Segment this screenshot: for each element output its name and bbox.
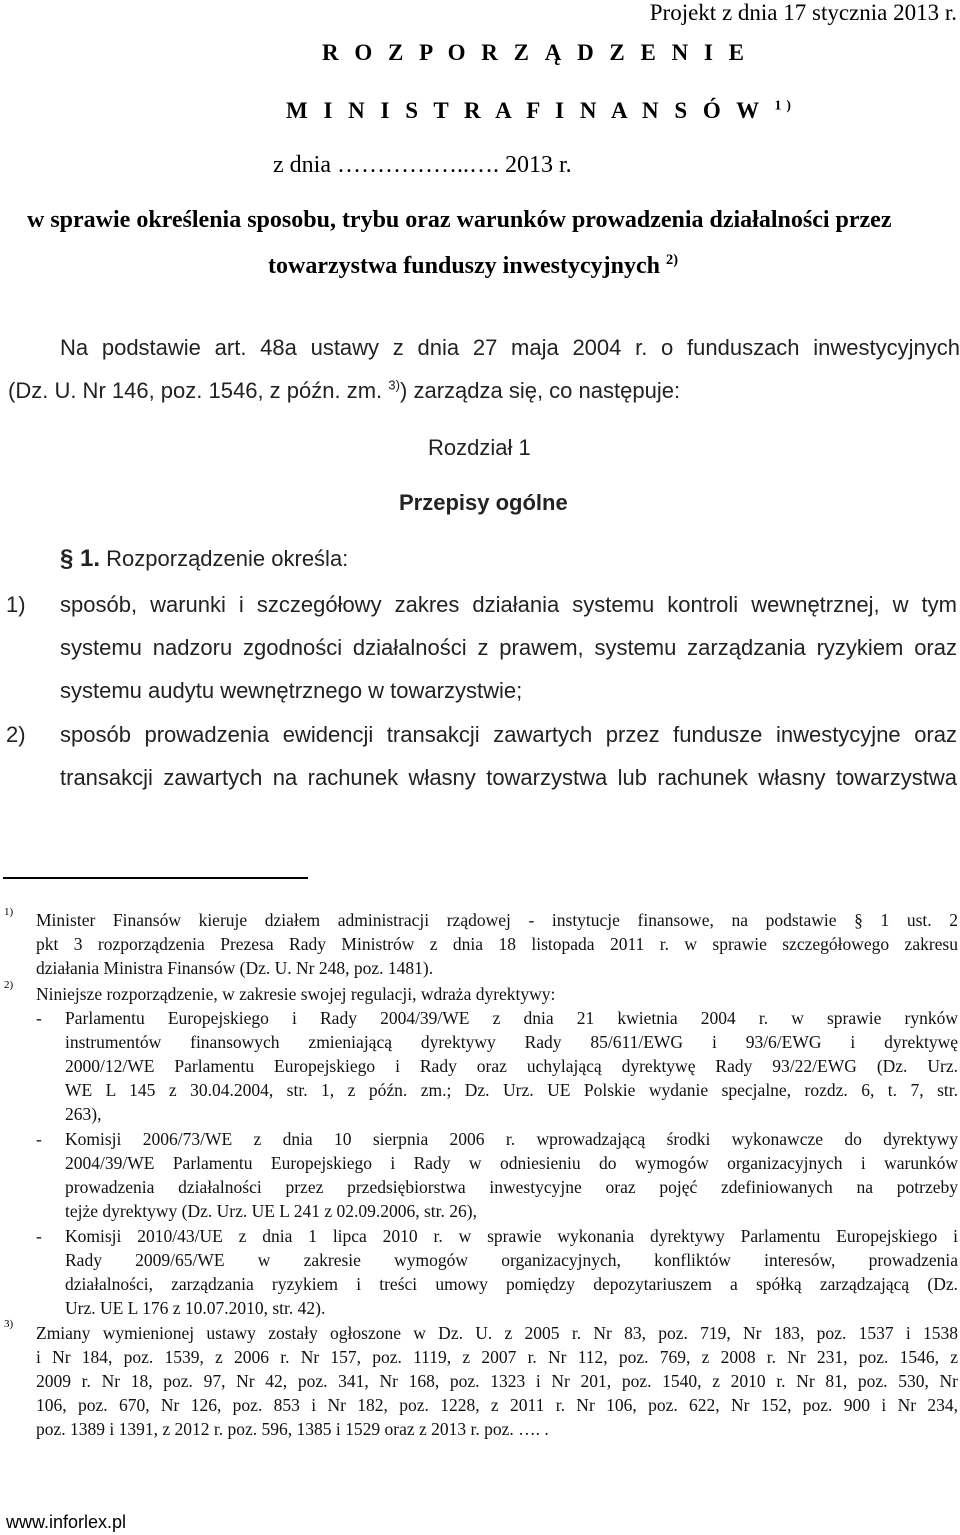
preamble-line-1: Na podstawie art. 48a ustawy z dnia 27 maja 2004 r. o funduszach inwestycyjnych [60, 335, 960, 360]
footnote-2-intro: Niniejsze rozporządzenie, w zakresie swojej regulacji, wdraża dyrektywy: [36, 984, 556, 1004]
paragraph-1 [60, 545, 348, 573]
list-item-1-number: 1) [6, 592, 26, 617]
list-item-2-number: 2) [6, 722, 26, 747]
list-item-1-line-3: systemu audytu wewnętrznego w towarzystwie; [60, 678, 523, 703]
footnote-2-number: 2) [4, 979, 14, 991]
footnote-2-item-1-line-4: WE L 145 z 30.04.2004, str. 1, z późn. zm.; Dz. Urz. UE Polskie wydanie specjalne, rozdz. 6, t. 7, str. [65, 1080, 958, 1100]
list-item-2-line-1: sposób prowadzenia ewidencji transakcji zawartych przez fundusze inwestycyjne oraz [60, 722, 957, 747]
footnote-separator [3, 877, 308, 879]
footnote-2-item-1-dash: - [36, 1008, 42, 1028]
preamble-line-2 [8, 378, 680, 404]
footnote-2-item-2-line-3: prowadzenia działalności przez przedsiębiorstwa inwestycyjne oraz pojęć zdefiniowanych na potrzeby [65, 1177, 958, 1197]
list-item-1-line-1: sposób, warunki i szczegółowy zakres działania systemu kontroli wewnętrznej, w tym [60, 592, 957, 617]
footnote-3-line-3: 2009 r. Nr 18, poz. 97, Nr 42, poz. 341, Nr 168, poz. 1323 i Nr 201, poz. 1540, z 2010 r. Nr 81, poz. 530, Nr [36, 1371, 958, 1391]
issuer-title [286, 98, 796, 124]
footnote-1-line-1: Minister Finansów kieruje działem administracji rządowej - instytucje finansowe, na podstawie § 1 ust. 2 [36, 910, 958, 930]
footnote-3-line-5: poz. 1389 i 1391, z 2012 r. poz. 596, 1385 i 1529 oraz z 2013 r. poz. …. . [36, 1419, 549, 1439]
footnote-2-item-3-line-2: Rady 2009/65/WE w zakresie wymogów organizacyjnych, konfliktów interesów, prowadzenia [65, 1250, 958, 1270]
list-item-1-line-2: systemu nadzoru zgodności działalności z prawem, systemu zarządzania ryzykiem oraz [60, 635, 957, 660]
footnote-2-item-2-line-4: tejże dyrektywy (Dz. Urz. UE L 241 z 02.09.2006, str. 26), [65, 1201, 477, 1221]
footnote-2-item-1-line-5: 263), [65, 1104, 102, 1124]
footnote-3-line-2: i Nr 184, poz. 1539, z 2006 r. Nr 157, poz. 1119, z 2007 r. Nr 112, poz. 769, z 2008 r. Nr 231, poz. 1546, z [36, 1347, 958, 1367]
footnote-ref-1[interactable]: 1) [774, 97, 796, 113]
paragraph-1-text: Rozporządzenie określa: [106, 546, 349, 571]
footnote-ref-2[interactable]: 2) [666, 252, 678, 268]
source-url[interactable]: www.inforlex.pl [6, 1512, 127, 1532]
footnote-2-item-2-line-1: Komisji 2006/73/WE z dnia 10 sierpnia 2006 r. wprowadzającą środki wykonawcze do dyrektywy [65, 1129, 958, 1149]
subject-line-2-text: towarzystwa funduszy inwestycyjnych [268, 253, 660, 279]
footnote-2-item-2-line-2: 2004/39/WE Parlamentu Europejskiego i Rady w odniesieniu do wymogów organizacyjnych i warunków [65, 1153, 958, 1173]
chapter-title: Przepisy ogólne [399, 490, 568, 515]
document-type-title: R O Z P O R Z Ą D Z E N I E [322, 40, 750, 65]
footnote-ref-3[interactable]: 3) [388, 377, 401, 393]
footnote-2-item-3-dash: - [36, 1226, 42, 1246]
paragraph-sign: § 1. [60, 545, 101, 572]
footnote-2-item-1-line-1: Parlamentu Europejskiego i Rady 2004/39/WE z dnia 21 kwietnia 2004 r. w sprawie rynków [65, 1008, 958, 1028]
footnote-1-line-3: działania Ministra Finansów (Dz. U. Nr 248, poz. 1481). [36, 958, 434, 978]
footnote-2-item-1-line-3: 2000/12/WE Parlamentu Europejskiego i Rady oraz uchylającą dyrektywę Rady 93/22/EWG (Dz. Urz. [65, 1056, 958, 1076]
draft-date-note: Projekt z dnia 17 stycznia 2013 r. [649, 0, 957, 25]
date-line: z dnia ……………..…. 2013 r. [273, 152, 572, 178]
subject-line-2 [268, 253, 678, 280]
subject-line-1: w sprawie określenia sposobu, trybu oraz warunków prowadzenia działalności przez [27, 207, 892, 233]
footnote-2-item-3-line-4: Urz. UE L 176 z 10.07.2010, str. 42). [65, 1298, 326, 1318]
footnote-3-number: 3) [4, 1318, 14, 1330]
footnote-3-line-1: Zmiany wymienionej ustawy zostały ogłoszone w Dz. U. z 2005 r. Nr 83, poz. 719, Nr 183, poz. 1537 i 1538 [36, 1323, 958, 1343]
footnote-3-line-4: 106, poz. 670, Nr 126, poz. 853 i Nr 182, poz. 1228, z 2011 r. Nr 106, poz. 622, Nr 152, poz. 900 i Nr 234, [36, 1395, 958, 1415]
footnote-1-line-2: pkt 3 rozporządzenia Prezesa Rady Ministrów z dnia 18 listopada 2011 r. w sprawie szczegółowego zakresu [36, 934, 958, 954]
footnote-2-item-1-line-2: instrumentów finansowych zmieniającą dyrektywy Rady 85/611/EWG i 93/6/EWG i dyrektywę [65, 1032, 958, 1052]
footnote-2-item-3-line-1: Komisji 2010/43/UE z dnia 1 lipca 2010 r. w sprawie wykonania dyrektywy Parlamentu Europejskiego i [65, 1226, 958, 1246]
preamble-line-2-start: (Dz. U. Nr 146, poz. 1546, z późn. zm. [8, 378, 383, 403]
footnote-1-number: 1) [4, 906, 14, 918]
issuer-title-text: M I N I S T R A F I N A N S Ó W [286, 98, 764, 123]
chapter-number: Rozdział 1 [428, 435, 531, 460]
preamble-line-2-end: ) zarządza się, co następuje: [400, 378, 681, 403]
footnote-2-item-2-dash: - [36, 1129, 42, 1149]
list-item-2-line-2: transakcji zawartych na rachunek własny towarzystwa lub rachunek własny towarzystwa [60, 765, 957, 790]
footnote-2-item-3-line-3: działalności, zarządzania ryzykiem i treści umowy pomiędzy depozytariuszem a spółką zarządzającą (Dz. [65, 1274, 958, 1294]
